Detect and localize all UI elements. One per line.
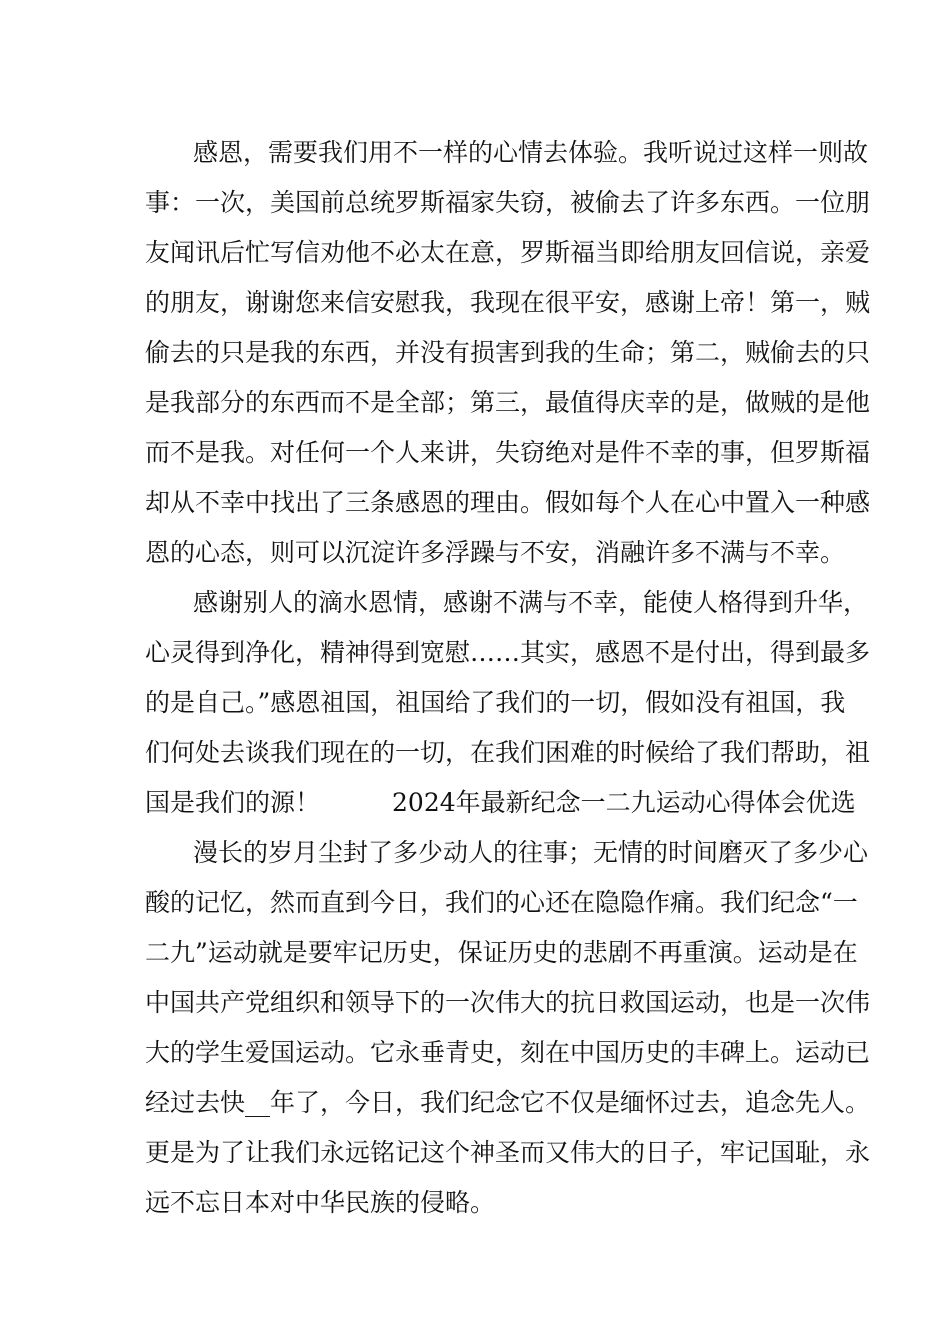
text-line: 更是为了让我们永远铭记这个神圣而又伟大的日子，牢记国耻，永 xyxy=(145,1138,871,1167)
paragraph-thanks-motherland xyxy=(145,578,871,828)
text-line: 漫长的岁月尘封了多少动人的往事；无情的时间磨灭了多少心 xyxy=(193,838,869,867)
document-body xyxy=(145,128,871,1228)
text-line: 心灵得到净化，精神得到宽慰……其实，感恩不是付出，得到最多 xyxy=(145,638,871,667)
text-line: 们何处去谈我们现在的一切，在我们困难的时候给了我们帮助，祖 xyxy=(145,738,871,767)
text-line: 酸的记忆，然而直到今日，我们的心还在隐隐作痛。我们纪念“一 xyxy=(145,888,858,917)
text-line: 中国共产党组织和领导下的一次伟大的抗日救国运动，也是一次伟 xyxy=(145,988,871,1017)
text-line: 感谢别人的滴水恩情，感谢不满与不幸，能使人格得到升华， xyxy=(193,588,869,617)
text-line xyxy=(145,778,856,828)
text-line: 二九”运动就是要牢记历史，保证历史的悲剧不再重演。运动是在 xyxy=(145,938,858,967)
text-line: 是我部分的东西而不是全部；第三，最值得庆幸的是，做贼的是他 xyxy=(145,388,871,417)
text-line: 大的学生爱国运动。它永垂青史，刻在中国历史的丰碑上。运动已 xyxy=(145,1038,871,1067)
text-line: 远不忘日本对中华民族的侵略。 xyxy=(145,1188,496,1217)
text-line: 偷去的只是我的东西，并没有损害到我的生命；第二，贼偷去的只 xyxy=(145,338,871,367)
text-line: 而不是我。对任何一个人来讲，失窃绝对是件不幸的事，但罗斯福 xyxy=(145,438,871,467)
text-line: 的朋友，谢谢您来信安慰我，我现在很平安，感谢上帝！第一，贼 xyxy=(145,288,871,317)
text-line: 感恩，需要我们用不一样的心情去体验。我听说过这样一则故 xyxy=(193,138,869,167)
text-line: 友闻讯后忙写信劝他不必太在意，罗斯福当即给朋友回信说，亲爱 xyxy=(145,238,871,267)
text-line: 经过去快__年了，今日，我们纪念它不仅是缅怀过去，追念先人。 xyxy=(145,1088,871,1117)
text-line-end: 国是我们的源！ xyxy=(145,788,321,817)
text-line: 恩的心态，则可以沉淀许多浮躁与不安，消融许多不满与不幸。 xyxy=(145,538,846,567)
paragraph-december-ninth xyxy=(145,828,871,1228)
section-title: 2024年最新纪念一二九运动心得体会优选 xyxy=(392,788,856,817)
paragraph-gratitude xyxy=(145,128,871,578)
text-line: 却从不幸中找出了三条感恩的理由。假如每个人在心中置入一种感 xyxy=(145,488,871,517)
text-line: 事：一次，美国前总统罗斯福家失窃，被偷去了许多东西。一位朋 xyxy=(145,188,871,217)
text-line: 的是自己。”感恩祖国，祖国给了我们的一切，假如没有祖国，我 xyxy=(145,688,846,717)
